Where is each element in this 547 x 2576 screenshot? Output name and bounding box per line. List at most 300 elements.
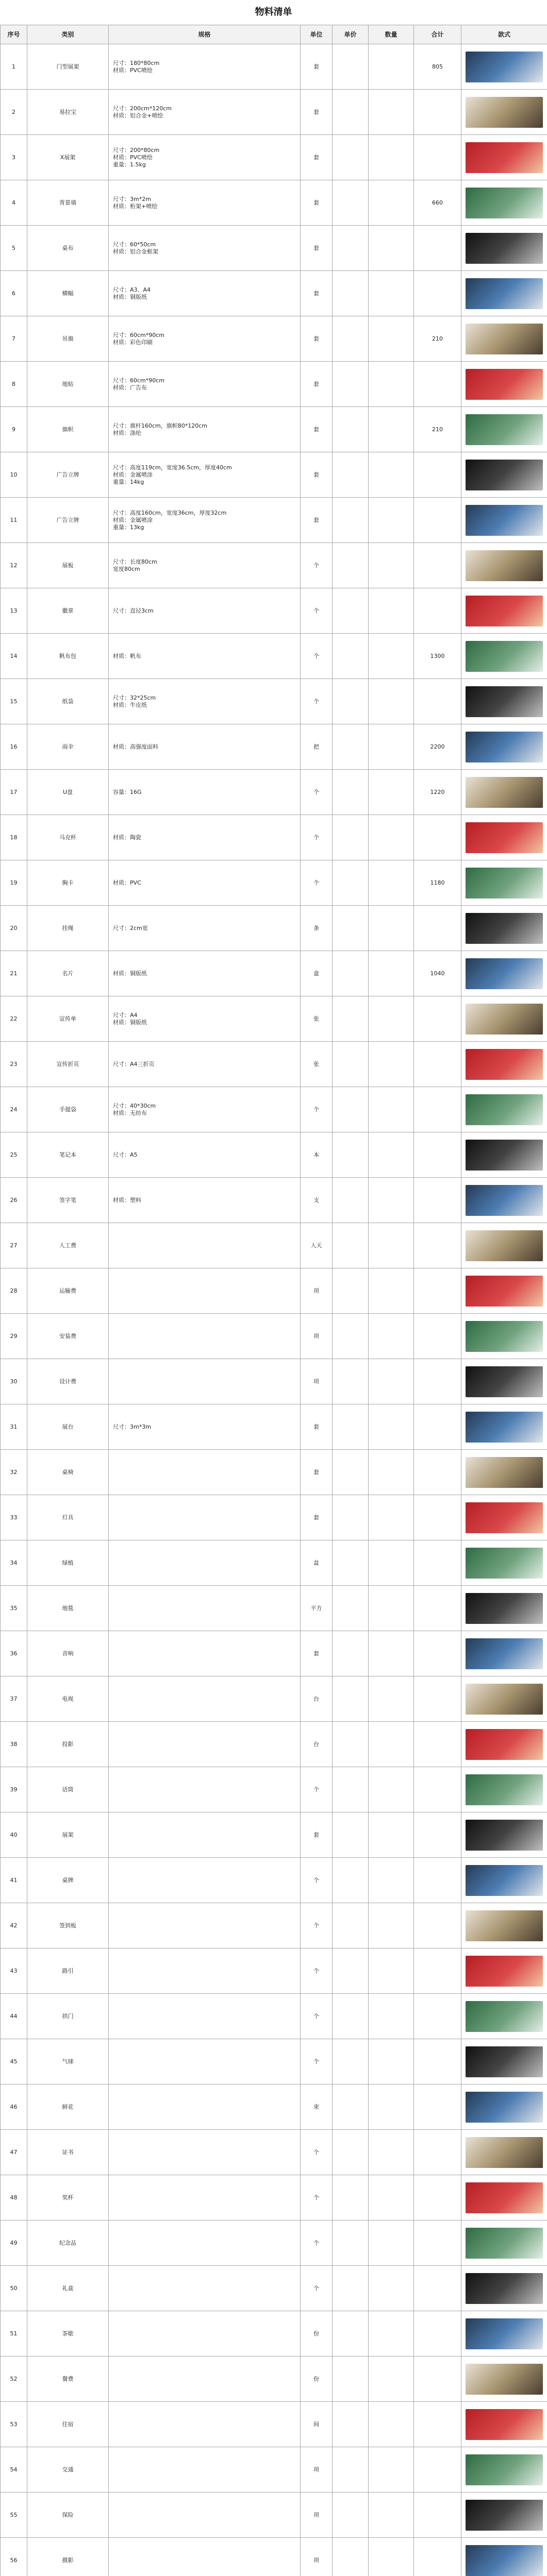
item-price [333, 1132, 369, 1178]
item-qty [369, 1858, 414, 1903]
item-qty [369, 1450, 414, 1495]
item-name: 纪念品 [27, 2221, 109, 2266]
table-row [1, 316, 547, 362]
item-style [461, 951, 547, 996]
row-number: 39 [1, 1767, 27, 1812]
row-number: 20 [1, 906, 27, 951]
item-spec: 尺寸：A5 [109, 1132, 301, 1178]
item-spec: 尺寸：直径3cm [109, 588, 301, 634]
product-image [466, 913, 543, 944]
item-unit: 项 [301, 1268, 333, 1314]
item-qty [369, 951, 414, 996]
item-unit: 个 [301, 2266, 333, 2311]
item-qty [369, 498, 414, 543]
item-price [333, 1087, 369, 1132]
item-total [414, 2447, 461, 2493]
product-image [466, 1004, 543, 1035]
table-row [1, 2311, 547, 2357]
item-total [414, 2357, 461, 2402]
product-image [466, 1774, 543, 1805]
item-style [461, 679, 547, 724]
item-style [461, 1223, 547, 1268]
item-qty [369, 2084, 414, 2130]
item-unit: 套 [301, 135, 333, 180]
item-name: 礼盒 [27, 2266, 109, 2311]
item-price [333, 316, 369, 362]
row-number: 11 [1, 498, 27, 543]
item-price [333, 2266, 369, 2311]
product-image [466, 1910, 543, 1941]
item-name: 保险 [27, 2493, 109, 2538]
row-number: 24 [1, 1087, 27, 1132]
item-spec [109, 1540, 301, 1586]
row-number: 23 [1, 1042, 27, 1087]
item-style [461, 1178, 547, 1223]
item-style [461, 362, 547, 407]
row-number: 25 [1, 1132, 27, 1178]
product-image [466, 97, 543, 128]
item-spec: 尺寸：180*80cm 材质：PVC喷绘 [109, 44, 301, 90]
header-style: 款式 [461, 25, 547, 44]
table-row [1, 2447, 547, 2493]
item-style [461, 135, 547, 180]
item-spec: 容量：16G [109, 770, 301, 815]
product-image [466, 460, 543, 490]
item-unit: 盆 [301, 1540, 333, 1586]
table-row [1, 2039, 547, 2084]
item-qty [369, 1087, 414, 1132]
item-price [333, 1268, 369, 1314]
item-qty [369, 226, 414, 271]
product-image [466, 142, 543, 173]
row-number: 50 [1, 2266, 27, 2311]
product-image [466, 1502, 543, 1533]
product-image [466, 686, 543, 717]
table-row [1, 2357, 547, 2402]
item-total [414, 1722, 461, 1767]
item-spec [109, 2175, 301, 2221]
product-image [466, 1548, 543, 1579]
row-number: 13 [1, 588, 27, 634]
item-qty [369, 1767, 414, 1812]
item-spec [109, 1268, 301, 1314]
item-unit: 个 [301, 543, 333, 588]
item-name: 广告立牌 [27, 498, 109, 543]
item-price [333, 362, 369, 407]
item-price [333, 407, 369, 452]
item-qty [369, 1631, 414, 1676]
item-price [333, 1676, 369, 1722]
product-image [466, 2545, 543, 2576]
item-spec [109, 1586, 301, 1631]
item-spec: 尺寸：高度160cm，宽度36cm，厚度32cm 材质：金属喷涂 重量：13kg [109, 498, 301, 543]
item-name: 地贴 [27, 362, 109, 407]
item-spec: 尺寸：60*50cm 材质：铝合金框架 [109, 226, 301, 271]
item-unit: 套 [301, 44, 333, 90]
item-style [461, 634, 547, 679]
item-style [461, 543, 547, 588]
table-row [1, 1495, 547, 1540]
item-style [461, 2311, 547, 2357]
item-price [333, 2538, 369, 2576]
row-number: 18 [1, 815, 27, 860]
item-total [414, 2221, 461, 2266]
table-row [1, 180, 547, 226]
product-image [466, 1140, 543, 1171]
item-style [461, 770, 547, 815]
item-name: 安装费 [27, 1314, 109, 1359]
item-qty [369, 135, 414, 180]
item-spec [109, 1722, 301, 1767]
item-unit: 本 [301, 1132, 333, 1178]
item-name: 餐费 [27, 2357, 109, 2402]
product-image [466, 641, 543, 672]
item-unit: 个 [301, 1994, 333, 2039]
item-spec [109, 1450, 301, 1495]
item-style [461, 1722, 547, 1767]
item-name: U盘 [27, 770, 109, 815]
item-name: 奖杯 [27, 2175, 109, 2221]
item-qty [369, 90, 414, 135]
item-price [333, 1450, 369, 1495]
item-unit: 套 [301, 498, 333, 543]
item-name: 笔记本 [27, 1132, 109, 1178]
item-spec: 材质：铜版纸 [109, 951, 301, 996]
item-unit: 套 [301, 1450, 333, 1495]
item-style [461, 996, 547, 1042]
item-name: 挂绳 [27, 906, 109, 951]
product-image [466, 2046, 543, 2077]
item-price [333, 2084, 369, 2130]
item-spec [109, 2221, 301, 2266]
table-row [1, 2402, 547, 2447]
item-total [414, 543, 461, 588]
row-number: 2 [1, 90, 27, 135]
item-total [414, 2175, 461, 2221]
table-row [1, 770, 547, 815]
item-qty [369, 1994, 414, 2039]
product-image [466, 732, 543, 762]
item-name: 广告立牌 [27, 452, 109, 498]
item-name: 投影 [27, 1722, 109, 1767]
item-style [461, 2357, 547, 2402]
row-number: 48 [1, 2175, 27, 2221]
item-qty [369, 2266, 414, 2311]
item-qty [369, 634, 414, 679]
item-spec: 材质：塑料 [109, 1178, 301, 1223]
item-spec: 尺寸：旗杆160cm，旗帜80*120cm 材质：涤纶 [109, 407, 301, 452]
item-spec [109, 1631, 301, 1676]
item-style [461, 906, 547, 951]
item-name: 话筒 [27, 1767, 109, 1812]
item-name: 纸袋 [27, 679, 109, 724]
table-row [1, 1087, 547, 1132]
item-spec [109, 1223, 301, 1268]
row-number: 17 [1, 770, 27, 815]
table-row [1, 135, 547, 180]
item-unit: 套 [301, 1812, 333, 1858]
item-style [461, 2039, 547, 2084]
item-spec [109, 1994, 301, 2039]
item-total [414, 1631, 461, 1676]
item-unit: 支 [301, 1178, 333, 1223]
item-total [414, 1812, 461, 1858]
row-number: 52 [1, 2357, 27, 2402]
item-qty [369, 1903, 414, 1948]
table-row [1, 951, 547, 996]
item-total [414, 1223, 461, 1268]
table-row [1, 1359, 547, 1404]
item-price [333, 2447, 369, 2493]
item-qty [369, 2493, 414, 2538]
row-number: 55 [1, 2493, 27, 2538]
item-spec [109, 2266, 301, 2311]
item-unit: 张 [301, 1042, 333, 1087]
item-total [414, 2039, 461, 2084]
item-unit: 个 [301, 679, 333, 724]
item-total [414, 1495, 461, 1540]
item-name: 展架 [27, 1812, 109, 1858]
item-name: 签到板 [27, 1903, 109, 1948]
row-number: 46 [1, 2084, 27, 2130]
item-spec: 尺寸：200*80cm 材质：PVC喷绘 重量：1.5kg [109, 135, 301, 180]
table-row [1, 90, 547, 135]
item-qty [369, 724, 414, 770]
product-image [466, 414, 543, 445]
product-image [466, 2454, 543, 2485]
product-image [466, 52, 543, 82]
row-number: 22 [1, 996, 27, 1042]
item-name: 手提袋 [27, 1087, 109, 1132]
table-row [1, 452, 547, 498]
item-name: 住宿 [27, 2402, 109, 2447]
item-total [414, 815, 461, 860]
table-row [1, 996, 547, 1042]
item-name: 签字笔 [27, 1178, 109, 1223]
product-image [466, 1865, 543, 1896]
item-qty [369, 2311, 414, 2357]
row-number: 5 [1, 226, 27, 271]
table-row [1, 271, 547, 316]
item-total [414, 1903, 461, 1948]
item-name: 桌牌 [27, 1858, 109, 1903]
item-unit: 条 [301, 906, 333, 951]
item-qty [369, 1812, 414, 1858]
item-total [414, 135, 461, 180]
item-unit: 套 [301, 180, 333, 226]
product-image [466, 2182, 543, 2213]
item-spec: 尺寸：长度80cm 宽度80cm [109, 543, 301, 588]
table-row [1, 1314, 547, 1359]
item-spec [109, 1858, 301, 1903]
table-row [1, 2538, 547, 2576]
item-style [461, 180, 547, 226]
item-name: X展架 [27, 135, 109, 180]
item-name: 交通 [27, 2447, 109, 2493]
item-name: 地毯 [27, 1586, 109, 1631]
item-style [461, 1631, 547, 1676]
item-unit: 个 [301, 2221, 333, 2266]
item-spec: 尺寸：60cm*90cm 材质：广告布 [109, 362, 301, 407]
item-style [461, 588, 547, 634]
row-number: 3 [1, 135, 27, 180]
item-price [333, 135, 369, 180]
items-table [0, 25, 547, 2576]
item-total [414, 1178, 461, 1223]
item-name: 横幅 [27, 271, 109, 316]
item-qty [369, 362, 414, 407]
header-price: 单价 [333, 25, 369, 44]
table-row [1, 1722, 547, 1767]
item-price [333, 2039, 369, 2084]
item-style [461, 2084, 547, 2130]
item-qty [369, 2175, 414, 2221]
item-qty [369, 1404, 414, 1450]
item-price [333, 2357, 369, 2402]
item-style [461, 1495, 547, 1540]
product-image [466, 2092, 543, 2123]
item-total [414, 2402, 461, 2447]
row-number: 7 [1, 316, 27, 362]
item-style [461, 724, 547, 770]
item-price [333, 180, 369, 226]
row-number: 9 [1, 407, 27, 452]
item-spec [109, 2538, 301, 2576]
row-number: 49 [1, 2221, 27, 2266]
item-price [333, 1767, 369, 1812]
item-qty [369, 180, 414, 226]
item-unit: 个 [301, 588, 333, 634]
product-image [466, 550, 543, 581]
row-number: 10 [1, 452, 27, 498]
item-style [461, 1268, 547, 1314]
item-style [461, 2221, 547, 2266]
item-total [414, 362, 461, 407]
item-qty [369, 2357, 414, 2402]
item-qty [369, 2538, 414, 2576]
table-row [1, 588, 547, 634]
item-name: 徽章 [27, 588, 109, 634]
item-spec: 尺寸：200cm*120cm 材质：铝合金+喷绘 [109, 90, 301, 135]
item-qty [369, 906, 414, 951]
item-price [333, 2311, 369, 2357]
item-style [461, 90, 547, 135]
item-name: 雨伞 [27, 724, 109, 770]
table-row [1, 362, 547, 407]
item-unit: 个 [301, 770, 333, 815]
item-unit: 张 [301, 996, 333, 1042]
item-price [333, 1223, 369, 1268]
table-row [1, 2084, 547, 2130]
table-row [1, 1178, 547, 1223]
item-price [333, 679, 369, 724]
product-image [466, 369, 543, 400]
row-number: 35 [1, 1586, 27, 1631]
row-number: 34 [1, 1540, 27, 1586]
item-spec [109, 1359, 301, 1404]
item-total [414, 996, 461, 1042]
item-spec [109, 1903, 301, 1948]
item-price [333, 498, 369, 543]
item-price [333, 815, 369, 860]
table-row [1, 1132, 547, 1178]
item-total [414, 90, 461, 135]
item-style [461, 1858, 547, 1903]
row-number: 33 [1, 1495, 27, 1540]
item-unit: 个 [301, 1903, 333, 1948]
header-row [1, 25, 547, 44]
item-total [414, 2493, 461, 2538]
item-unit: 份 [301, 2357, 333, 2402]
item-name: 音响 [27, 1631, 109, 1676]
item-style [461, 316, 547, 362]
item-spec: 尺寸：高度119cm，宽度36.5cm，厚度40cm 材质：金属喷涂 重量：14kg [109, 452, 301, 498]
row-number: 36 [1, 1631, 27, 1676]
product-image [466, 1638, 543, 1669]
item-qty [369, 1948, 414, 1994]
item-spec [109, 2493, 301, 2538]
row-number: 26 [1, 1178, 27, 1223]
product-image [466, 1729, 543, 1760]
table-row [1, 498, 547, 543]
item-qty [369, 2221, 414, 2266]
item-price [333, 1178, 369, 1223]
item-price [333, 996, 369, 1042]
item-unit: 项 [301, 1314, 333, 1359]
item-total [414, 1042, 461, 1087]
row-number: 38 [1, 1722, 27, 1767]
item-name: 帆布包 [27, 634, 109, 679]
item-style [461, 2130, 547, 2175]
item-total: 1040 [414, 951, 461, 996]
table-row [1, 1586, 547, 1631]
item-spec: 尺寸：A4 材质：铜版纸 [109, 996, 301, 1042]
header-unit: 单位 [301, 25, 333, 44]
item-unit: 份 [301, 2311, 333, 2357]
item-unit: 台 [301, 1722, 333, 1767]
item-unit: 项 [301, 2493, 333, 2538]
item-total: 1220 [414, 770, 461, 815]
item-price [333, 1722, 369, 1767]
item-spec: 尺寸：32*25cm 材质：牛皮纸 [109, 679, 301, 724]
product-image [466, 1412, 543, 1443]
item-price [333, 1948, 369, 1994]
row-number: 1 [1, 44, 27, 90]
item-name: 鲜花 [27, 2084, 109, 2130]
item-qty [369, 1722, 414, 1767]
item-qty [369, 452, 414, 498]
row-number: 15 [1, 679, 27, 724]
item-unit: 间 [301, 2402, 333, 2447]
row-number: 19 [1, 860, 27, 906]
item-style [461, 226, 547, 271]
item-price [333, 1314, 369, 1359]
item-style [461, 1087, 547, 1132]
row-number: 53 [1, 2402, 27, 2447]
table-row [1, 1450, 547, 1495]
table-row [1, 1223, 547, 1268]
item-total [414, 226, 461, 271]
item-price [333, 951, 369, 996]
table-row [1, 1631, 547, 1676]
product-image [466, 1820, 543, 1851]
item-unit: 个 [301, 2039, 333, 2084]
item-spec: 材质：帆布 [109, 634, 301, 679]
item-qty [369, 815, 414, 860]
item-qty [369, 44, 414, 90]
table-row [1, 906, 547, 951]
product-image [466, 822, 543, 853]
